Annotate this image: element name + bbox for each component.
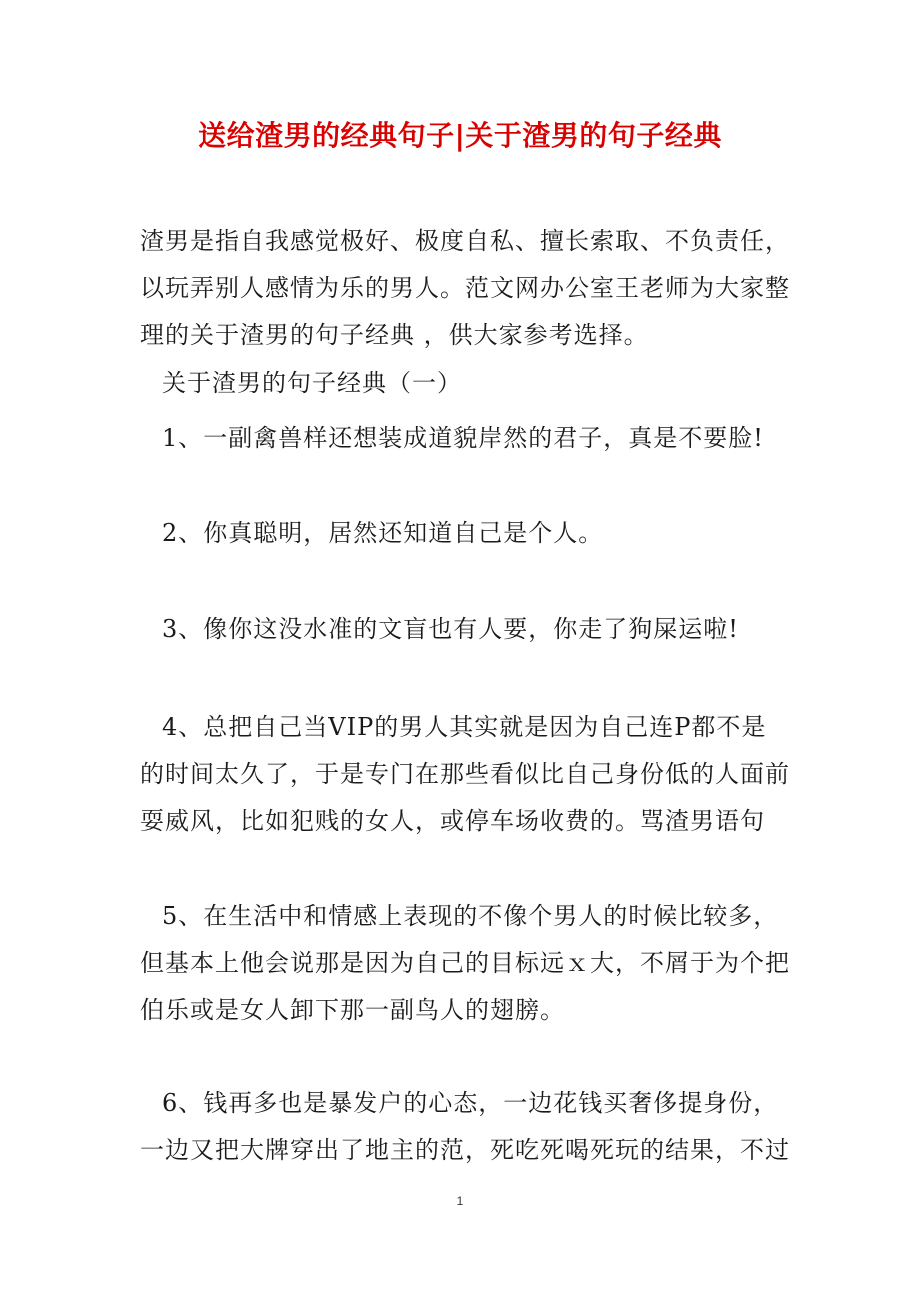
- list-item-line: 伯乐或是女人卸下那一副鸟人的翅膀。: [140, 996, 565, 1024]
- list-item-line: 一边又把大牌穿出了地主的范，死吃死喝死玩的结果，不过: [140, 1136, 790, 1164]
- list-item-5: [140, 893, 790, 1034]
- list-item-4: [140, 704, 790, 845]
- page-number: 1: [456, 1194, 464, 1208]
- list-item-line: 耍威风，比如犯贱的女人，或停车场收费的。骂渣男语句: [140, 807, 765, 835]
- list-item-1: [162, 415, 812, 462]
- intro-line: 渣男是指自我感觉极好、极度自私、擅长索取、不负责任，: [140, 227, 790, 255]
- list-item-6: [140, 1080, 790, 1174]
- intro-paragraph: [140, 218, 790, 359]
- list-item-line: 1、一副禽兽样还想装成道貌岸然的君子，真是不要脸!: [162, 424, 764, 452]
- document-title: 送给渣男的经典句子|关于渣男的句子经典: [198, 119, 722, 152]
- section-heading-text: 关于渣男的句子经典（一）: [162, 369, 462, 397]
- list-item-line: 的时间太久了，于是专门在那些看似比自己身份低的人面前: [140, 760, 790, 788]
- list-item-line: 5、在生活中和情感上表现的不像个男人的时候比较多，: [162, 902, 779, 930]
- intro-line: 以玩弄别人感情为乐的男人。范文网办公室王老师为大家整: [140, 274, 790, 302]
- list-item-line: 2、你真聪明，居然还知道自己是个人。: [162, 519, 604, 547]
- list-item-3: [162, 606, 812, 653]
- list-item-line: 但基本上他会说那是因为自己的目标远ｘ大，不屑于为个把: [140, 949, 790, 977]
- list-item-2: [162, 510, 812, 557]
- list-item-line: 3、像你这没水准的文盲也有人要，你走了狗屎运啦!: [162, 615, 739, 643]
- intro-line: 理的关于渣男的句子经典 ，供大家参考选择。: [140, 321, 649, 349]
- list-item-line: 4、总把自己当VIP的男人其实就是因为自己连P都不是: [162, 713, 767, 741]
- list-item-line: 6、钱再多也是暴发户的心态，一边花钱买奢侈提身份，: [162, 1089, 779, 1117]
- section-heading: [162, 360, 812, 407]
